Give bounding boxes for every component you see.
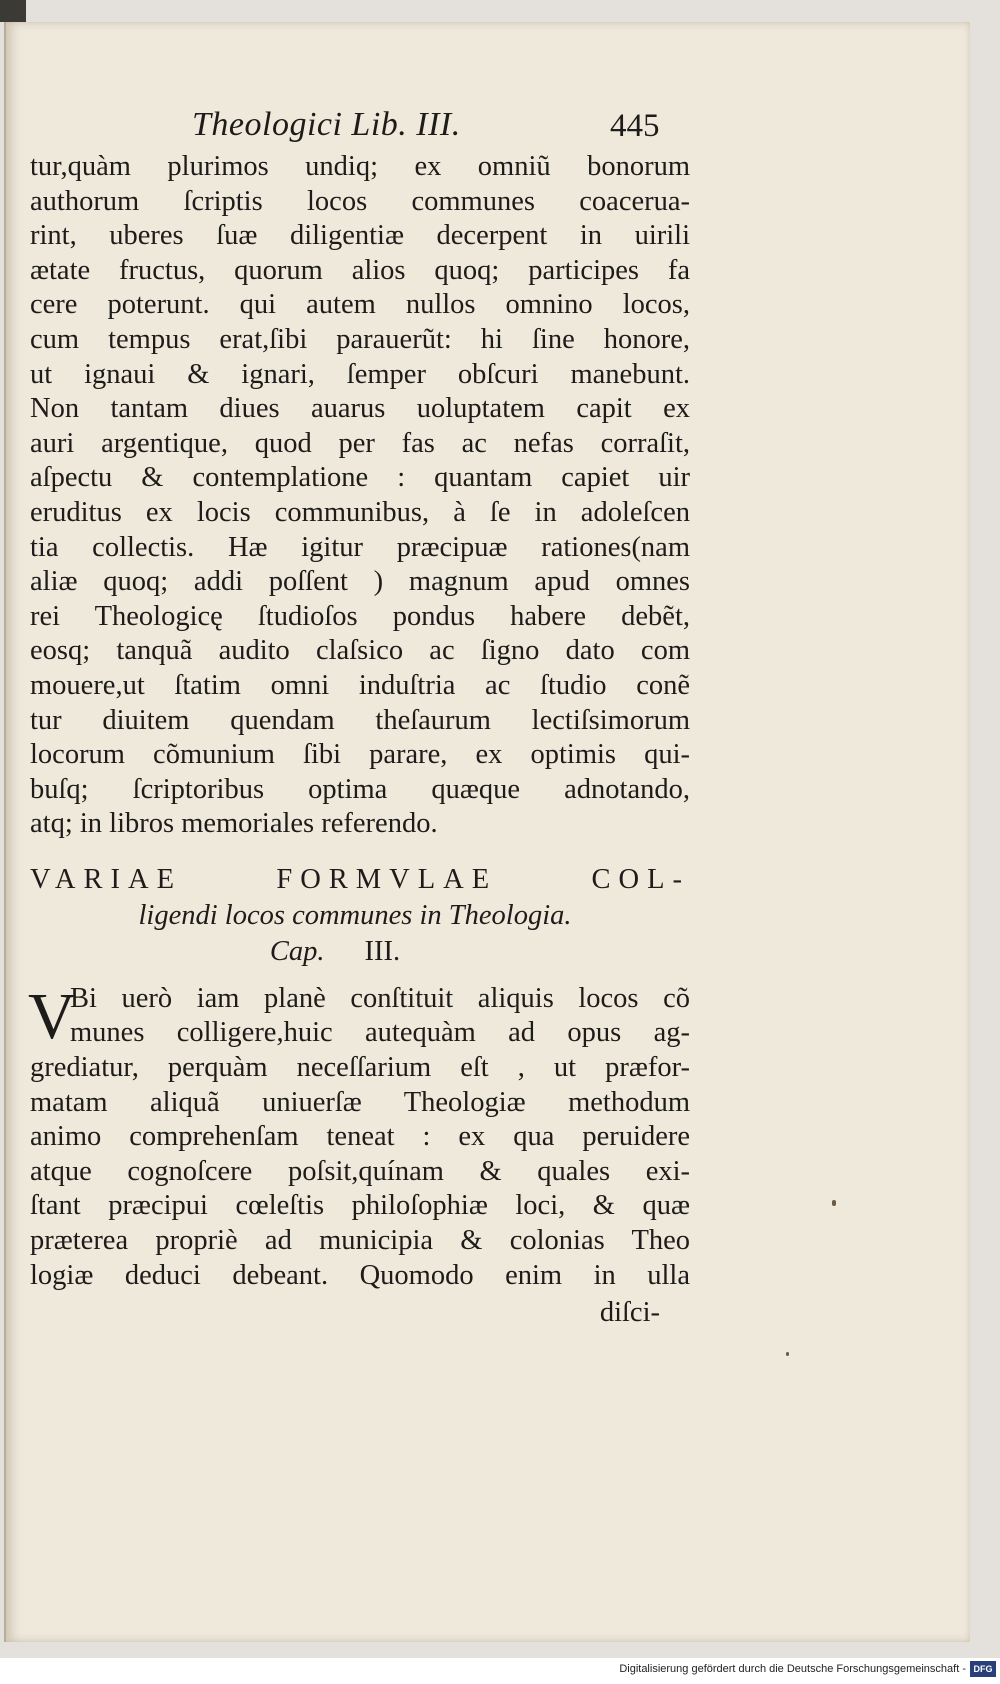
page-number: 445 bbox=[610, 108, 660, 144]
funding-credit: Digitalisierung gefördert durch die Deutsche Forschungsgemeinschaft - bbox=[619, 1663, 966, 1675]
chapter-heading bbox=[30, 862, 690, 970]
text-line: atq; in libros memoriales referendo. bbox=[30, 808, 438, 840]
text-line: grediatur, perquàm neceſſarium eſt , ut præfor- bbox=[30, 1052, 690, 1084]
text-line: rei Theologicę ſtudioſos pondus habere debẽt, bbox=[30, 600, 690, 632]
text-line: cum tempus erat,ſibi parauerũt: hi ſine honore, bbox=[30, 323, 690, 355]
page-text bbox=[30, 100, 690, 1333]
running-head bbox=[30, 100, 690, 150]
binding-edge bbox=[0, 0, 26, 22]
chapter-title-line-1: VARIAE FORMVLAE COL- bbox=[30, 863, 690, 895]
text-line: præterea propriè ad municipia & colonias Theo bbox=[30, 1225, 690, 1257]
text-line: Non tantam diues auarus uoluptatem capit ex bbox=[30, 393, 690, 425]
text-line: aliæ quoq; addi poſſent ) magnum apud omnes bbox=[30, 566, 690, 598]
dfg-logo: DFG bbox=[970, 1661, 996, 1677]
text-line: buſq; ſcriptoribus optima quæque adnotando, bbox=[30, 773, 690, 805]
text-line: eruditus ex locis communibus, à ſe in adoleſcen bbox=[30, 496, 690, 528]
chapter-numeral: III. bbox=[364, 935, 401, 967]
text-line: Bi uerò iam planè conſtituit aliquis locos cõ bbox=[70, 982, 690, 1014]
text-line: ut ignaui & ignari, ſemper obſcuri manebunt. bbox=[30, 358, 690, 390]
text-line: cere poterunt. qui autem nullos omnino locos, bbox=[30, 289, 690, 321]
text-line: ætate fructus, quorum alios quoq; participes fa bbox=[30, 254, 690, 286]
paragraph-1 bbox=[30, 150, 690, 842]
paper-speck bbox=[786, 1352, 789, 1356]
text-line: matam aliquã uniuerſæ Theologiæ methodum bbox=[30, 1086, 690, 1118]
text-line: locorum cõmunium ſibi parare, ex optimis qui- bbox=[30, 739, 690, 771]
chapter-title-line-2: ligendi locos communes in Theologia. bbox=[138, 899, 572, 931]
text-line: munes colligere,huic autequàm ad opus ag- bbox=[70, 1017, 690, 1049]
text-line: ſtant præcipui cœleſtis philoſophiæ loci, & quæ bbox=[30, 1190, 690, 1222]
text-line: animo comprehenſam teneat : ex qua peruidere bbox=[30, 1121, 690, 1153]
digitization-footer bbox=[0, 1658, 1000, 1684]
catchword: diſci- bbox=[599, 1297, 660, 1329]
text-line: mouere,ut ſtatim omni induſtria ac ſtudio conẽ bbox=[30, 669, 690, 701]
text-line: tia collectis. Hæ igitur præcipuæ rationes(nam bbox=[30, 531, 690, 563]
text-line: logiæ deduci debeant. Quomodo enim in ulla bbox=[30, 1259, 690, 1291]
paper-speck bbox=[832, 1200, 836, 1206]
text-line: aſpectu & contemplatione : quantam capiet uir bbox=[30, 462, 690, 494]
text-line: authorum ſcriptis locos communes coacerua- bbox=[30, 185, 690, 217]
text-line: eosq; tanquã audito claſsico ac ſigno dato com bbox=[30, 635, 690, 667]
drop-cap: V bbox=[28, 979, 76, 1053]
text-line: atque cognoſcere poſsit,quínam & quales exi- bbox=[30, 1155, 690, 1187]
text-line: tur diuitem quendam theſaurum lectiſsimorum bbox=[30, 704, 690, 736]
text-line: rint, uberes ſuæ diligentiæ decerpent in uirili bbox=[30, 220, 690, 252]
text-line: tur,quàm plurimos undiq; ex omniũ bonorum bbox=[30, 151, 690, 182]
text-line: auri argentique, quod per fas ac nefas corraſit, bbox=[30, 427, 690, 459]
chapter-number bbox=[30, 934, 690, 970]
chapter-label: Cap. bbox=[269, 935, 325, 967]
running-title: Theologici Lib. III. bbox=[192, 106, 461, 143]
paragraph-2 bbox=[28, 979, 690, 1293]
